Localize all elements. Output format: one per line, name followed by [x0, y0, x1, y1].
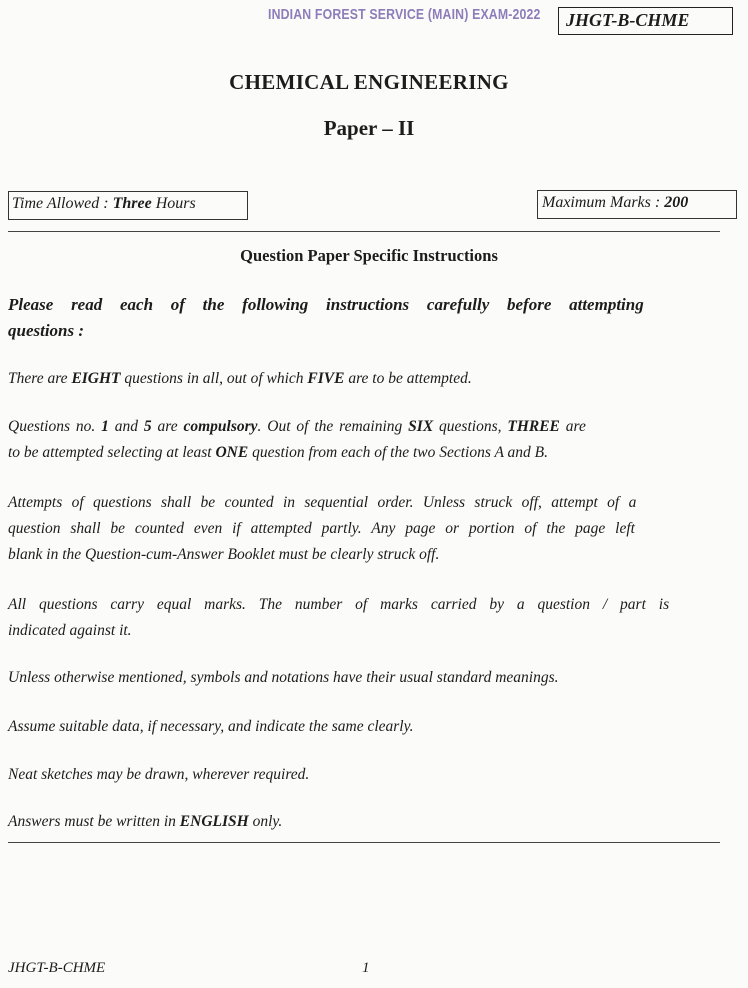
paper-code: JHGT-B-CHME: [566, 10, 690, 30]
instructions-heading: Question Paper Specific Instructions: [240, 246, 498, 265]
instruction-question-count: There are EIGHT questions in all, out of which FIVE are to be attempted.: [8, 370, 472, 387]
instruction-language: Answers must be written in ENGLISH only.: [8, 813, 283, 830]
marks-value: 200: [664, 194, 689, 211]
instruction-symbols: Unless otherwise mentioned, symbols and notations have their usual standard meanings.: [8, 669, 559, 686]
paper-number: Paper – II: [323, 116, 415, 140]
time-allowed-box: Time Allowed : Three Hours: [8, 191, 248, 220]
maximum-marks-box: Maximum Marks : 200: [537, 190, 737, 219]
paper-code-box: [558, 7, 733, 35]
instruction-compulsory: Questions no. 1 and 5 are compulsory. Out of the remaining SIX questions, THREE are to be attempted selecting at least ONE question from each of the two Sections A and B.: [8, 418, 586, 461]
instruction-attempts: Attempts of questions shall be counted in sequential order. Unless struck off, attempt of a question shall be counted even if attempted partly. Any page or portion of the page left blank in the Question-cum-Answer Booklet must be clearly struck off.: [8, 494, 637, 563]
subject-title: CHEMICAL ENGINEERING: [229, 70, 509, 94]
bottom-divider: [8, 842, 720, 843]
instruction-sketches: Neat sketches may be drawn, wherever required.: [8, 766, 310, 783]
top-divider: [8, 231, 720, 232]
instruction-assume-data: Assume suitable data, if necessary, and indicate the same clearly.: [8, 718, 414, 735]
time-value: Three: [112, 195, 152, 212]
exam-stamp: INDIAN FOREST SERVICE (MAIN) EXAM-2022: [268, 6, 541, 23]
footer-paper-code: JHGT-B-CHME: [8, 960, 106, 976]
instruction-equal-marks: All questions carry equal marks. The number of marks carried by a question / part is indicated against it.: [8, 596, 670, 639]
page-number: 1: [362, 960, 370, 976]
lead-instruction: Please read each of the following instructions carefully before attempting questions :: [8, 295, 644, 340]
